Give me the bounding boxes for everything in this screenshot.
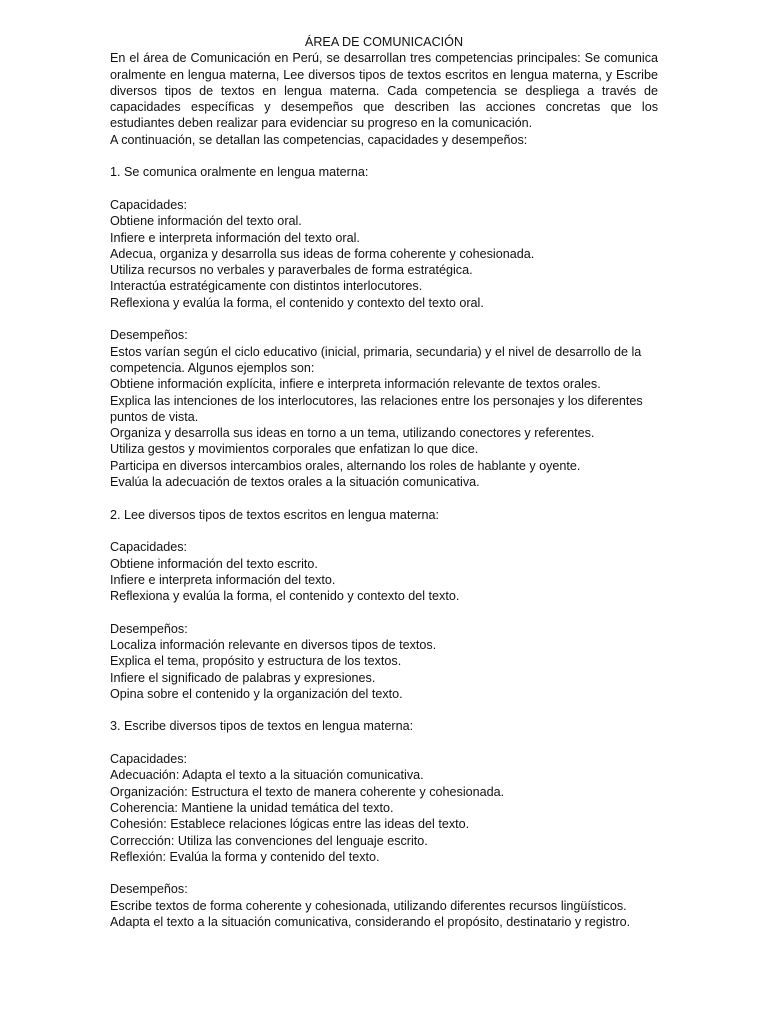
section-heading: 2. Lee diversos tipos de textos escritos en lengua materna:: [110, 507, 440, 522]
capacidades-label: Capacidades:: [110, 752, 188, 767]
desempeno-item: Localiza información relevante en diversos tipos de textos.: [110, 637, 437, 652]
document-title: ÁREA DE COMUNICACIÓN: [304, 35, 464, 49]
desempeno-item: Utiliza gestos y movimientos corporales que enfatizan lo que dice.: [110, 442, 479, 457]
capacidad-item: Reflexiona y evalúa la forma, el contenido y contexto del texto oral.: [110, 295, 484, 310]
blank-line: [110, 735, 658, 751]
capacidad-item: Reflexión: Evalúa la forma y contenido del texto.: [110, 849, 380, 864]
desempeno-item: Explica las intenciones de los interlocutores, las relaciones entre los personajes y los diferentes puntos de vista.: [110, 393, 643, 424]
desempenos-label: Desempeños:: [110, 882, 188, 897]
capacidad-item: Organización: Estructura el texto de manera coherente y cohesionada.: [110, 784, 505, 799]
desempeno-item: Infiere el significado de palabras y expresiones.: [110, 670, 376, 685]
desempeno-item: Estos varían según el ciclo educativo (inicial, primaria, secundaria) y el nivel de desarrollo de la competencia. Algunos ejemplos son:: [110, 344, 642, 375]
blank-line: [110, 702, 658, 718]
desempeno-item: Adapta el texto a la situación comunicativa, considerando el propósito, destinatario y registro.: [110, 915, 631, 930]
blank-line: [110, 181, 658, 197]
capacidad-item: Adecuación: Adapta el texto a la situación comunicativa.: [110, 768, 424, 783]
capacidad-item: Adecua, organiza y desarrolla sus ideas de forma coherente y cohesionada.: [110, 246, 535, 261]
capacidad-item: Coherencia: Mantiene la unidad temática del texto.: [110, 800, 394, 815]
capacidad-item: Obtiene información del texto oral.: [110, 214, 302, 229]
capacidad-item: Reflexiona y evalúa la forma, el contenido y contexto del texto.: [110, 589, 460, 604]
capacidad-item: Corrección: Utiliza las convenciones del lenguaje escrito.: [110, 833, 428, 848]
desempeno-item: Obtiene información explícita, infiere e interpreta información relevante de textos orales.: [110, 377, 601, 392]
capacidad-item: Infiere e interpreta información del texto.: [110, 572, 336, 587]
section-heading: 1. Se comunica oralmente en lengua materna:: [110, 165, 369, 180]
desempeno-item: Organiza y desarrolla sus ideas en torno a un tema, utilizando conectores y referentes.: [110, 426, 595, 441]
capacidad-item: Infiere e interpreta información del texto oral.: [110, 230, 360, 245]
blank-line: [110, 311, 658, 327]
section-heading: 3. Escribe diversos tipos de textos en lengua materna:: [110, 719, 414, 734]
intro-continuation: A continuación, se detallan las competencias, capacidades y desempeños:: [110, 132, 528, 147]
blank-line: [110, 865, 658, 881]
desempeno-item: Opina sobre el contenido y la organización del texto.: [110, 686, 403, 701]
desempenos-label: Desempeños:: [110, 621, 188, 636]
blank-line: [110, 148, 658, 164]
intro-paragraph: En el área de Comunicación en Perú, se desarrollan tres competencias principales: Se comunica oralmente en lengua materna, Lee diversos tipos de textos escritos en lengua materna, y Escribe diversos tipos de textos en lengua materna. Cada competencia se despliega a través de capacidades específicas y desempeños que describen las acciones concretas que los estudiantes deben realizar para evidenciar su progreso en la comunicación.: [110, 51, 658, 131]
desempeno-item: Participa en diversos intercambios orales, alternando los roles de hablante y oyente.: [110, 458, 581, 473]
capacidades-label: Capacidades:: [110, 540, 188, 555]
blank-line: [110, 604, 658, 620]
blank-line: [110, 490, 658, 506]
blank-line: [110, 523, 658, 539]
desempeno-item: Explica el tema, propósito y estructura de los textos.: [110, 654, 402, 669]
capacidad-item: Utiliza recursos no verbales y paraverbales de forma estratégica.: [110, 263, 473, 278]
desempenos-label: Desempeños:: [110, 328, 188, 343]
capacidades-label: Capacidades:: [110, 197, 188, 212]
capacidad-item: Obtiene información del texto escrito.: [110, 556, 318, 571]
desempeno-item: Evalúa la adecuación de textos orales a la situación comunicativa.: [110, 475, 480, 490]
capacidad-item: Cohesión: Establece relaciones lógicas entre las ideas del texto.: [110, 817, 470, 832]
desempeno-item: Escribe textos de forma coherente y cohesionada, utilizando diferentes recursos lingüísticos.: [110, 898, 627, 913]
capacidad-item: Interactúa estratégicamente con distintos interlocutores.: [110, 279, 423, 294]
